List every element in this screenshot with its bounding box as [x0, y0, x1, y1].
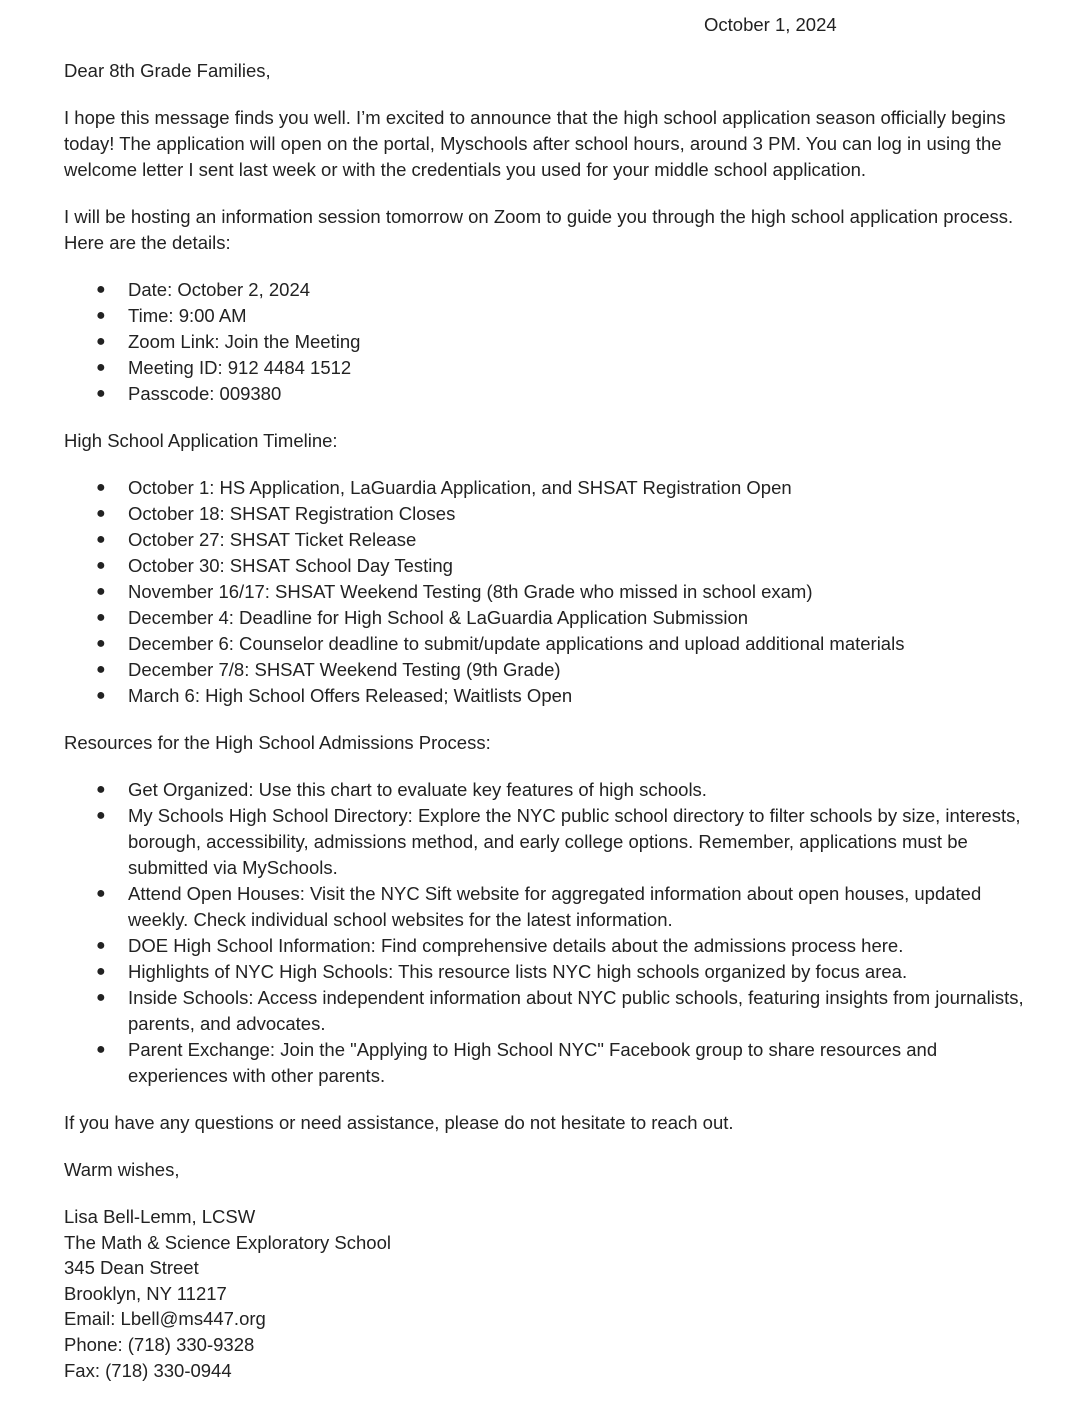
bullet-icon: ● [96, 687, 106, 704]
intro-paragraph: I hope this message finds you well. I’m excited to announce that the high school application season officially begins today! The application will open on the portal, Myschools after school hours, around 3 PM. You can log in using the welcome letter I sent last week or with the credentials you used for your middle school application. [64, 107, 1006, 180]
list-item: ● December 7/8: SHSAT Weekend Testing (9th Grade) [64, 657, 1034, 683]
bullet-icon: ● [96, 307, 106, 324]
list-item: ● DOE High School Information: Find comprehensive details about the admissions process here. [64, 933, 1034, 959]
list-item: ● March 6: High School Offers Released; Waitlists Open [64, 683, 1034, 709]
session-details-list [64, 277, 1034, 407]
list-item: ● Passcode: 009380 [64, 381, 1034, 407]
bullet-icon: ● [96, 609, 106, 626]
closing-note: If you have any questions or need assistance, please do not hesitate to reach out. [64, 1112, 734, 1133]
bullet-icon: ● [96, 807, 106, 824]
session-intro-paragraph: I will be hosting an information session tomorrow on Zoom to guide you through the high school application process. Here are the details: [64, 206, 1014, 253]
list-item: ● December 6: Counselor deadline to submit/update applications and upload additional materials [64, 631, 1034, 657]
bullet-icon: ● [96, 333, 106, 350]
list-item: ● Zoom Link: Join the Meeting [64, 329, 1034, 355]
bullet-icon: ● [96, 937, 106, 954]
list-item: ● Date: October 2, 2024 [64, 277, 1034, 303]
signature-name: Lisa Bell-Lemm, LCSW [64, 1206, 256, 1227]
bullet-icon: ● [96, 359, 106, 376]
list-item: ● October 1: HS Application, LaGuardia Application, and SHSAT Registration Open [64, 475, 1034, 501]
bullet-icon: ● [96, 1041, 106, 1058]
bullet-icon: ● [96, 505, 106, 522]
list-item: ● October 27: SHSAT Ticket Release [64, 527, 1034, 553]
signature-phone: Phone: (718) 330-9328 [64, 1333, 255, 1355]
bullet-icon: ● [96, 557, 106, 574]
bullet-icon: ● [96, 385, 106, 402]
list-item: ● Inside Schools: Access independent information about NYC public schools, featuring insights from journalists, parents, and advocates. [96, 987, 1024, 1034]
signature-fax: Fax: (718) 330-0944 [64, 1359, 232, 1381]
bullet-icon: ● [96, 661, 106, 678]
signature-email: Email: Lbell@ms447.org [64, 1308, 266, 1330]
list-item: ● December 4: Deadline for High School & LaGuardia Application Submission [64, 605, 1034, 631]
timeline-heading: High School Application Timeline: [64, 430, 338, 451]
bullet-icon: ● [96, 885, 106, 902]
signature-block [64, 1204, 1034, 1383]
sign-off: Warm wishes, [64, 1159, 180, 1180]
signature-city: Brooklyn, NY 11217 [64, 1282, 227, 1304]
letter-body [64, 10, 1034, 1383]
bullet-icon: ● [96, 989, 106, 1006]
signature-school: The Math & Science Exploratory School [64, 1231, 391, 1253]
letter-date: October 1, 2024 [704, 14, 837, 35]
bullet-icon: ● [96, 635, 106, 652]
list-item: ● My Schools High School Directory: Explore the NYC public school directory to filter schools by size, interests, borough, accessibility, admissions method, and early college options. Remember, applications must be submitted via MySchools. [96, 805, 1021, 878]
bullet-icon: ● [96, 479, 106, 496]
bullet-icon: ● [96, 781, 106, 798]
bullet-icon: ● [96, 963, 106, 980]
timeline-list [64, 475, 1034, 709]
list-item: ● Meeting ID: 912 4484 1512 [64, 355, 1034, 381]
bullet-icon: ● [96, 583, 106, 600]
signature-street: 345 Dean Street [64, 1257, 199, 1279]
list-item: ● Highlights of NYC High Schools: This resource lists NYC high schools organized by focus area. [64, 959, 1034, 985]
list-item: ● Time: 9:00 AM [64, 303, 1034, 329]
resources-list [64, 777, 1034, 1089]
list-item: ● October 18: SHSAT Registration Closes [64, 501, 1034, 527]
greeting: Dear 8th Grade Families, [64, 60, 271, 81]
bullet-icon: ● [96, 531, 106, 548]
list-item: ● Attend Open Houses: Visit the NYC Sift website for aggregated information about open houses, updated weekly. Check individual school websites for the latest information. [96, 883, 982, 930]
list-item: ● November 16/17: SHSAT Weekend Testing (8th Grade who missed in school exam) [64, 579, 1034, 605]
list-item: ● Get Organized: Use this chart to evaluate key features of high schools. [64, 777, 1034, 803]
list-item: ● Parent Exchange: Join the "Applying to High School NYC" Facebook group to share resources and experiences with other parents. [96, 1039, 938, 1086]
resources-heading: Resources for the High School Admissions Process: [64, 732, 491, 753]
list-item: ● October 30: SHSAT School Day Testing [64, 553, 1034, 579]
bullet-icon: ● [96, 281, 106, 298]
